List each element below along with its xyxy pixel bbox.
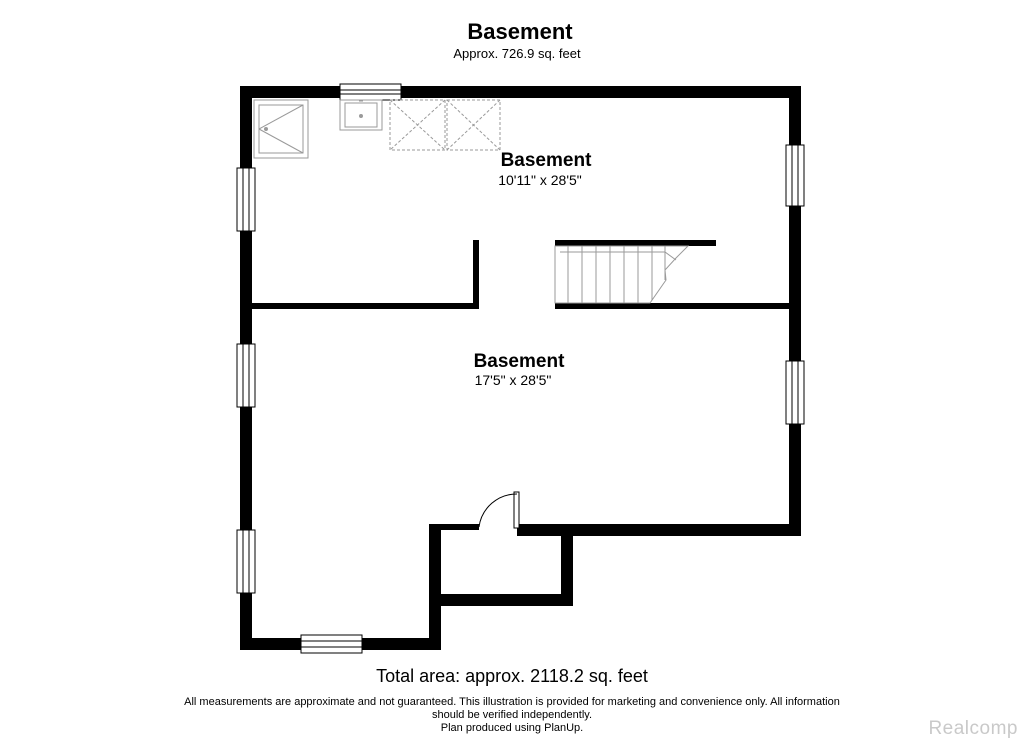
window-icon (786, 361, 804, 424)
room-name: Basement (473, 351, 565, 372)
appliance-icon (447, 100, 500, 150)
disclaimer (180, 696, 844, 735)
room-name: Basement (500, 150, 592, 171)
plan-credit: Plan produced using PlanUp. (440, 722, 584, 734)
wall-closet-left (429, 524, 441, 650)
stairs-icon (555, 246, 688, 303)
wall-stair-rail (555, 240, 716, 246)
door-icon (479, 492, 519, 528)
shower-icon (254, 100, 308, 158)
window-icon (237, 530, 255, 593)
room-dimensions: 17'5" x 28'5" (474, 372, 552, 388)
window-icon (340, 84, 401, 100)
window-icon (237, 344, 255, 407)
wall-partition-right (555, 303, 789, 309)
wall-partition-left (252, 303, 479, 309)
window-icon (237, 168, 255, 231)
room-dimensions: 10'11" x 28'5" (498, 172, 582, 188)
total-area: Total area: approx. 2118.2 sq. feet (376, 666, 648, 686)
window-icon (301, 635, 362, 653)
wall-top (240, 86, 801, 98)
wall-notch-right (561, 524, 573, 606)
wall-step (517, 524, 801, 536)
wall-notch-bottom (429, 594, 573, 606)
sink-icon (340, 100, 382, 130)
disclaimer-text: All measurements are approximate and not guaranteed. This illustration is provided for marketing and convenience only. All information should be verified independently. (184, 696, 840, 721)
appliance-icon (390, 100, 445, 150)
wall-closet-top (429, 524, 479, 530)
floor-area: Approx. 726.9 sq. feet (453, 46, 581, 61)
window-icon (786, 145, 804, 206)
floor-title: Basement (467, 19, 573, 44)
brand-watermark: Realcomp (928, 718, 1018, 739)
wall-partition-stub (473, 240, 479, 309)
